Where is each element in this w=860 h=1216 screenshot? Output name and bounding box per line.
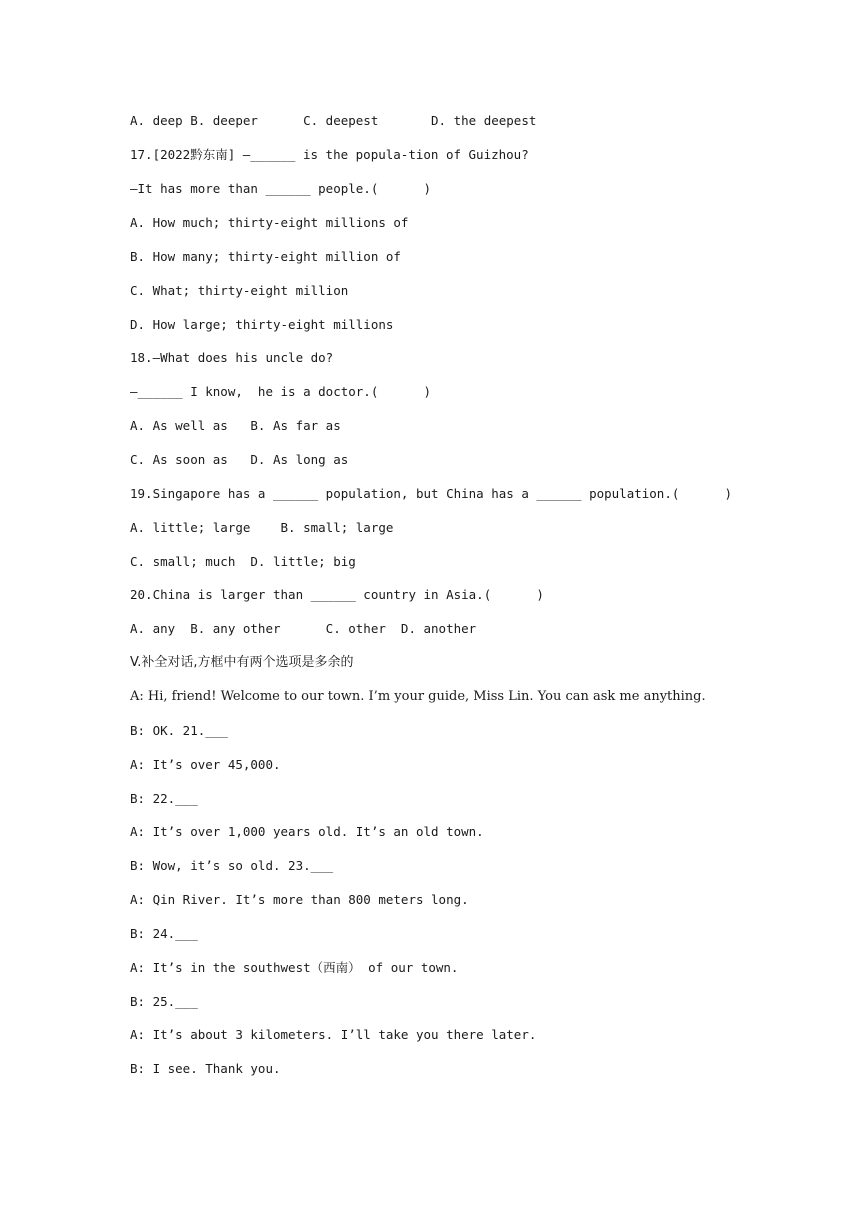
dialogue-line-9: A: It’s in the southwest（西南） of our town. — [130, 960, 459, 975]
q17-answer-line: —It has more than ______ people.( ) — [130, 181, 432, 196]
dialogue-line-3: A: It’s over 45,000. — [130, 757, 281, 772]
q20-stem: 20.China is larger than ______ country in Asia.( ) — [130, 587, 544, 602]
q16-options: A. deep B. deeper C. deepest D. the deepest — [130, 113, 537, 128]
dialogue-line-8: B: 24.___ — [130, 926, 198, 941]
section5-title: V.补全对话,方框中有两个选项是多余的 — [130, 655, 354, 670]
q17-option-d: D. How large; thirty-eight millions — [130, 317, 394, 332]
q19-options-cd: C. small; much D. little; big — [130, 554, 356, 569]
dialogue-line-11: A: It’s about 3 kilometers. I’ll take you there later. — [130, 1027, 537, 1042]
q19-options-ab: A. little; large B. small; large — [130, 520, 394, 535]
q17-stem: 17.[2022黔东南] —______ is the popula-tion of Guizhou? — [130, 147, 529, 162]
q19-stem: 19.Singapore has a ______ population, but China has a ______ population.( ) — [130, 486, 733, 501]
q20-options: A. any B. any other C. other D. another — [130, 621, 477, 636]
dialogue-line-2: B: OK. 21.___ — [130, 723, 228, 738]
q18-options-ab: A. As well as B. As far as — [130, 418, 341, 433]
q18-answer-line: —______ I know, he is a doctor.( ) — [130, 384, 432, 399]
q17-option-b: B. How many; thirty-eight million of — [130, 249, 401, 264]
dialogue-line-1: A: Hi, friend! Welcome to our town. I’m your guide, Miss Lin. You can ask me anything. — [130, 689, 706, 704]
dialogue-line-10: B: 25.___ — [130, 994, 198, 1009]
dialogue-line-7: A: Qin River. It’s more than 800 meters long. — [130, 892, 469, 907]
dialogue-line-4: B: 22.___ — [130, 791, 198, 806]
dialogue-line-5: A: It’s over 1,000 years old. It’s an old town. — [130, 824, 484, 839]
q17-option-a: A. How much; thirty-eight millions of — [130, 215, 409, 230]
dialogue-line-12: B: I see. Thank you. — [130, 1061, 281, 1076]
dialogue-line-6: B: Wow, it’s so old. 23.___ — [130, 858, 334, 873]
q18-options-cd: C. As soon as D. As long as — [130, 452, 349, 467]
q18-stem: 18.—What does his uncle do? — [130, 350, 334, 365]
q17-option-c: C. What; thirty-eight million — [130, 283, 349, 298]
